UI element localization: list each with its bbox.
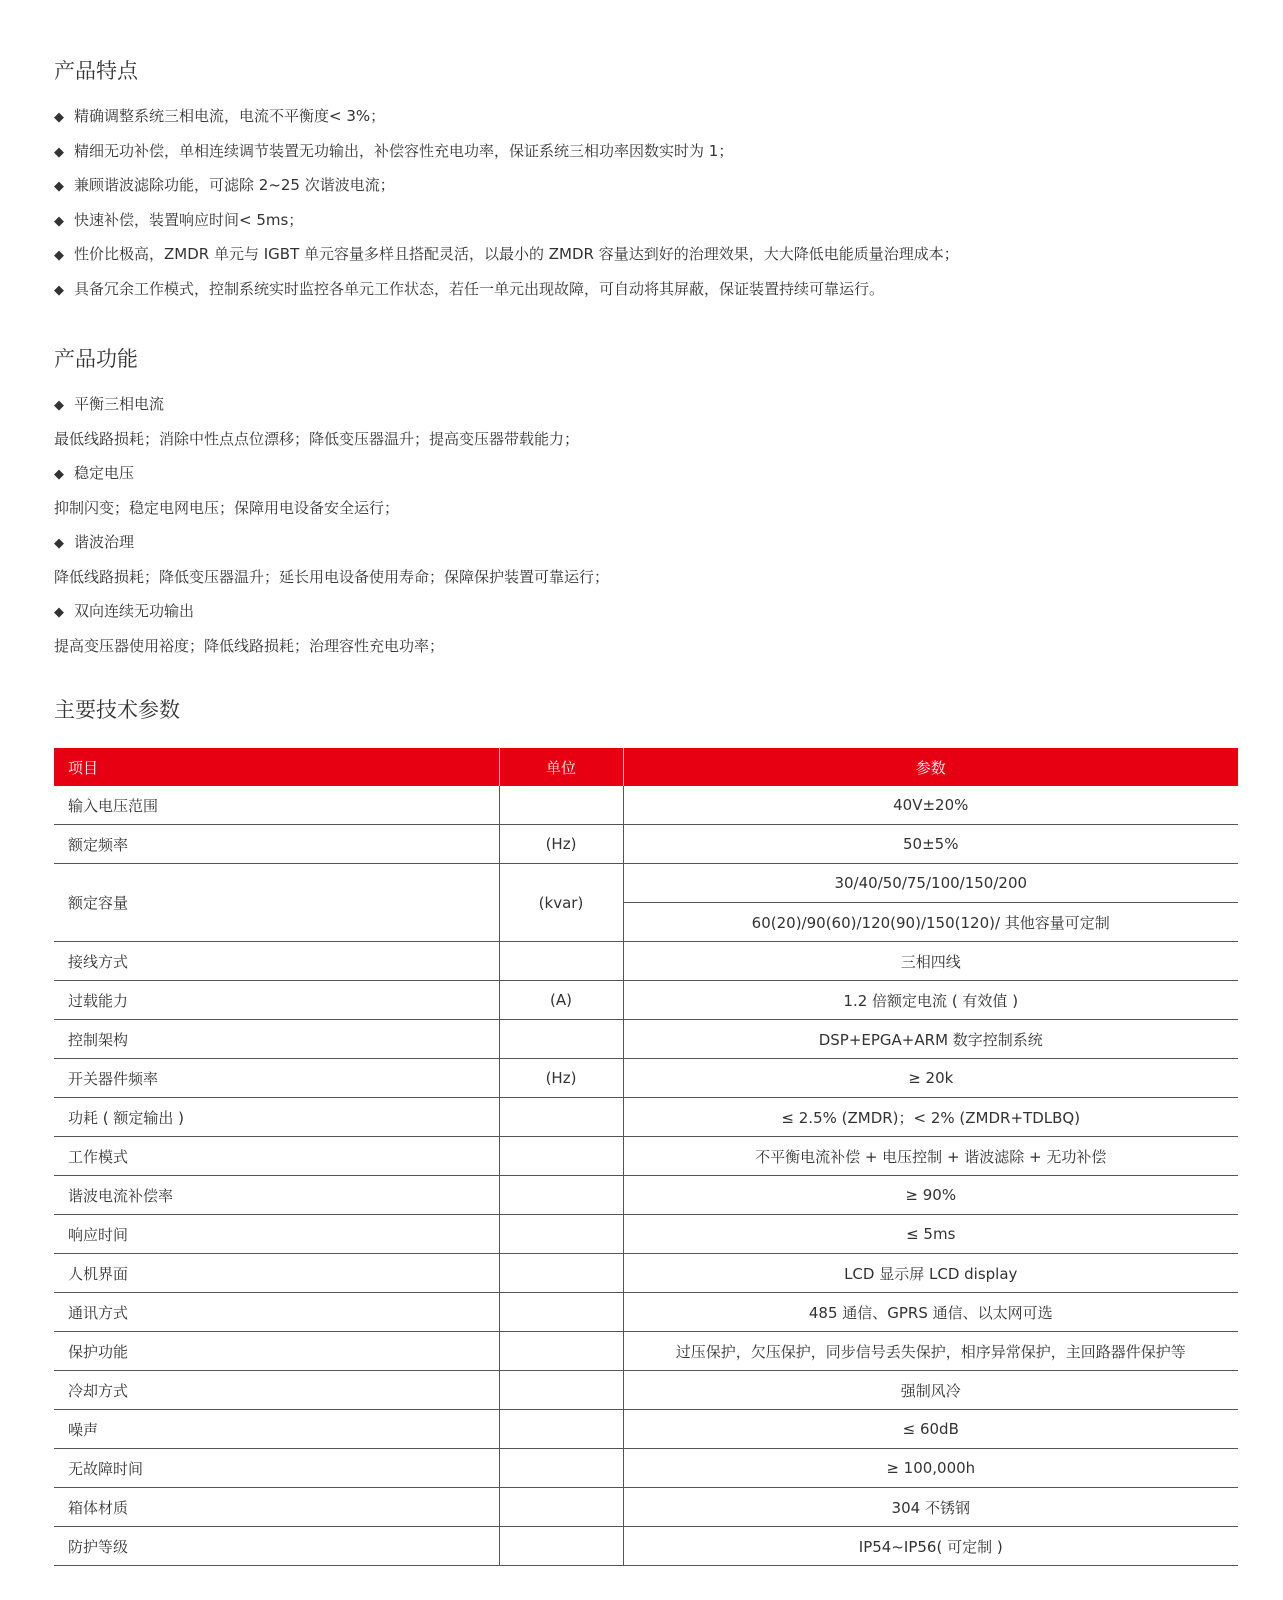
param-unit: (Hz) <box>499 825 623 864</box>
diamond-bullet-icon: ◆ <box>54 605 64 620</box>
param-unit <box>499 1527 623 1566</box>
param-unit <box>499 1488 623 1527</box>
table-row <box>54 1137 1238 1176</box>
param-item: 通讯方式 <box>54 1293 499 1332</box>
table-row <box>54 1254 1238 1293</box>
param-item: 冷却方式 <box>54 1371 499 1410</box>
param-value: ≥ 90% <box>623 1176 1238 1215</box>
param-value: 30/40/50/75/100/150/200 <box>623 864 1238 903</box>
param-value: 不平衡电流补偿 + 电压控制 + 谐波滤除 + 无功补偿 <box>623 1137 1238 1176</box>
param-unit: (kvar) <box>499 864 623 942</box>
param-unit <box>499 1176 623 1215</box>
param-item: 谐波电流补偿率 <box>54 1176 499 1215</box>
diamond-bullet-icon: ◆ <box>54 213 64 229</box>
param-unit <box>499 1137 623 1176</box>
table-row <box>54 1059 1238 1098</box>
param-item: 保护功能 <box>54 1332 499 1371</box>
param-item: 额定频率 <box>54 825 499 864</box>
feature-text: 兼顾谐波滤除功能，可滤除 2~25 次谐波电流； <box>74 176 395 194</box>
feature-item <box>54 207 1238 242</box>
param-value: ≥ 100,000h <box>623 1449 1238 1488</box>
function-description: 降低线路损耗；降低变压器温升；延长用电设备使用寿命；保障保护装置可靠运行； <box>54 567 610 586</box>
param-item: 防护等级 <box>54 1527 499 1566</box>
param-unit <box>499 1254 623 1293</box>
param-unit <box>499 1215 623 1254</box>
param-value: 强制风冷 <box>623 1371 1238 1410</box>
param-unit <box>499 1410 623 1449</box>
param-value: 过压保护，欠压保护，同步信号丢失保护，相序异常保护，主回路器件保护等 <box>623 1332 1238 1371</box>
param-unit <box>499 786 623 825</box>
param-value: ≤ 5ms <box>623 1215 1238 1254</box>
function-title <box>54 460 1238 495</box>
param-value: 304 不锈钢 <box>623 1488 1238 1527</box>
diamond-bullet-icon: ◆ <box>54 282 64 298</box>
param-unit: (A) <box>499 981 623 1020</box>
table-row <box>54 1371 1238 1410</box>
param-value: ≥ 20k <box>623 1059 1238 1098</box>
param-unit <box>499 1293 623 1332</box>
diamond-bullet-icon: ◆ <box>54 144 64 160</box>
params-body <box>54 786 1238 1566</box>
table-row <box>54 1332 1238 1371</box>
feature-item <box>54 276 1238 311</box>
feature-item <box>54 172 1238 207</box>
param-value: ≤ 2.5% (ZMDR)；< 2% (ZMDR+TDLBQ) <box>623 1098 1238 1137</box>
table-row <box>54 786 1238 825</box>
param-value: 485 通信、GPRS 通信、以太网可选 <box>623 1293 1238 1332</box>
feature-item <box>54 103 1238 138</box>
functions-list <box>54 391 1238 667</box>
feature-text: 精细无功补偿，单相连续调节装置无功输出，补偿容性充电功率，保证系统三相功率因数实时为 1； <box>74 141 734 160</box>
table-row <box>54 1410 1238 1449</box>
function-title-text: 谐波治理 <box>74 533 135 551</box>
param-item: 控制架构 <box>54 1020 499 1059</box>
feature-text: 快速补偿，装置响应时间< 5ms； <box>74 210 304 229</box>
param-unit: (Hz) <box>499 1059 623 1098</box>
table-row <box>54 942 1238 981</box>
diamond-bullet-icon: ◆ <box>54 248 64 263</box>
feature-text: 精确调整系统三相电流，电流不平衡度< 3%； <box>74 107 386 125</box>
table-row <box>54 1020 1238 1059</box>
function-title <box>54 598 1238 633</box>
param-item: 额定容量 <box>54 864 499 942</box>
param-value: 60(20)/90(60)/120(90)/150(120)/ 其他容量可定制 <box>623 903 1238 942</box>
function-title-text: 稳定电压 <box>74 464 135 482</box>
param-unit <box>499 942 623 981</box>
features-heading: 产品特点 <box>54 59 138 83</box>
function-title <box>54 529 1238 564</box>
param-unit <box>499 1098 623 1137</box>
param-unit <box>499 1449 623 1488</box>
param-value: LCD 显示屏 LCD display <box>623 1254 1238 1293</box>
function-description: 提高变压器使用裕度；降低线路损耗；治理容性充电功率； <box>54 636 445 655</box>
param-unit <box>499 1371 623 1410</box>
table-row <box>54 981 1238 1020</box>
function-title <box>54 391 1238 426</box>
param-value: 三相四线 <box>623 942 1238 981</box>
params-header-row <box>54 748 1238 786</box>
table-row <box>54 1488 1238 1527</box>
function-description: 抑制闪变；稳定电网电压；保障用电设备安全运行； <box>54 498 400 517</box>
table-row <box>54 1293 1238 1332</box>
table-row <box>54 864 1238 903</box>
param-item: 人机界面 <box>54 1254 499 1293</box>
table-row <box>54 1527 1238 1566</box>
header-value: 参数 <box>623 748 1238 786</box>
params-table <box>54 748 1238 1566</box>
param-value: ≤ 60dB <box>623 1410 1238 1449</box>
param-item: 工作模式 <box>54 1137 499 1176</box>
diamond-bullet-icon: ◆ <box>54 398 64 413</box>
param-value: DSP+EPGA+ARM 数字控制系统 <box>623 1020 1238 1059</box>
param-value: 40V±20% <box>623 786 1238 825</box>
param-item: 无故障时间 <box>54 1449 499 1488</box>
params-heading: 主要技术参数 <box>54 698 180 722</box>
function-description: 最低线路损耗；消除中性点点位漂移；降低变压器温升；提高变压器带载能力； <box>54 429 580 448</box>
table-row <box>54 1215 1238 1254</box>
param-value: 1.2 倍额定电流 ( 有效值 ) <box>623 981 1238 1020</box>
feature-text: 具备冗余工作模式，控制系统实时监控各单元工作状态，若任一单元出现故障，可自动将其屏蔽，保证装置持续可靠运行。 <box>74 279 885 298</box>
param-item: 响应时间 <box>54 1215 499 1254</box>
diamond-bullet-icon: ◆ <box>54 179 64 194</box>
functions-heading: 产品功能 <box>54 347 138 371</box>
feature-item <box>54 138 1238 173</box>
param-unit <box>499 1020 623 1059</box>
table-row <box>54 825 1238 864</box>
diamond-bullet-icon: ◆ <box>54 536 64 551</box>
function-title-text: 双向连续无功输出 <box>74 602 195 620</box>
param-unit <box>499 1332 623 1371</box>
diamond-bullet-icon: ◆ <box>54 110 64 125</box>
param-item: 接线方式 <box>54 942 499 981</box>
header-unit: 单位 <box>499 748 623 786</box>
features-list <box>54 103 1238 310</box>
feature-item <box>54 241 1238 276</box>
table-row <box>54 1449 1238 1488</box>
header-item: 项目 <box>54 748 499 786</box>
function-title-text: 平衡三相电流 <box>74 395 165 413</box>
table-row <box>54 1098 1238 1137</box>
param-value: 50±5% <box>623 825 1238 864</box>
feature-text: 性价比极高，ZMDR 单元与 IGBT 单元容量多样且搭配灵活，以最小的 ZMDR 容量达到好的治理效果，大大降低电能质量治理成本； <box>74 245 959 263</box>
table-row <box>54 1176 1238 1215</box>
param-item: 过载能力 <box>54 981 499 1020</box>
param-item: 噪声 <box>54 1410 499 1449</box>
param-item: 开关器件频率 <box>54 1059 499 1098</box>
param-value: IP54~IP56( 可定制 ) <box>623 1527 1238 1566</box>
param-item: 输入电压范围 <box>54 786 499 825</box>
param-item: 箱体材质 <box>54 1488 499 1527</box>
param-item: 功耗 ( 额定输出 ) <box>54 1098 499 1137</box>
diamond-bullet-icon: ◆ <box>54 467 64 482</box>
